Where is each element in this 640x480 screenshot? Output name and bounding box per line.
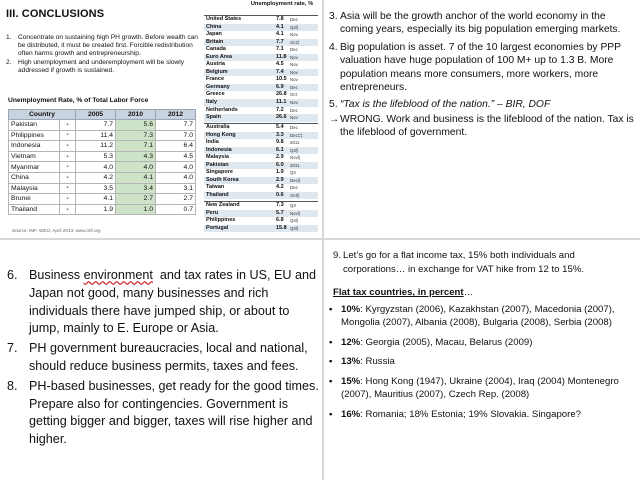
arrow-icon: → — [329, 113, 340, 125]
item-text: PH government bureaucracies, local and national, should reduce business permits, taxes and fees. — [29, 341, 308, 373]
tax-rate: 12% — [341, 336, 361, 348]
value-cell: 7.1 — [116, 141, 156, 152]
value-cell: 1.0 — [116, 204, 156, 215]
country-name: France — [206, 76, 225, 83]
point-number: 2. — [6, 59, 12, 67]
economist-row — [204, 99, 318, 107]
rate-value: 4.1 — [276, 31, 284, 38]
table-row — [9, 141, 196, 152]
country-list: : Georgia (2005), Macau, Belarus (2009) — [360, 336, 533, 348]
value-cell: 7.7 — [76, 120, 116, 131]
point-text: High unemployment and underemployment will be slowly addressed if growth is sustained. — [18, 59, 185, 75]
value-cell: 4.3 — [116, 151, 156, 162]
economist-row — [204, 154, 318, 162]
country-name: Taiwan — [206, 184, 225, 191]
table-row — [9, 183, 196, 194]
economist-row — [204, 91, 318, 99]
rate-value: 7.3 — [276, 202, 284, 208]
conclusion-points — [6, 34, 202, 76]
table-row — [9, 204, 196, 215]
value-cell: 0.7 — [156, 204, 196, 215]
economist-group — [204, 15, 318, 122]
table-row — [9, 130, 196, 141]
economist-row — [204, 107, 318, 115]
country-name: Euro Area — [206, 53, 233, 60]
rate-period: Oct — [290, 92, 297, 98]
value-cell: 4.2 — [76, 172, 116, 183]
rate-value: 0.6 — [276, 191, 284, 198]
rate-value: 11.8 — [276, 53, 287, 60]
flat-tax-title-text: Flat tax countries, in percent — [333, 287, 464, 298]
rate-value: 7.2 — [276, 106, 284, 113]
item-text — [29, 267, 319, 338]
rate-value: 2.9 — [276, 154, 284, 161]
value-cell: 3.4 — [116, 183, 156, 194]
rate-value: 9.8 — [276, 139, 284, 146]
rate-period: Dec§ — [290, 177, 301, 183]
outlook-panel — [324, 0, 640, 238]
economist-unemployment-table — [204, 1, 318, 238]
economist-row — [204, 46, 318, 54]
country-list: : Hong Kong (1947), Ukraine (2004), Iraq (2004) Montenegro (2007), Mauritius (2007), Czech Rep. (2008) — [341, 376, 619, 400]
conclusions-heading: III. CONCLUSIONS — [6, 8, 105, 20]
point-text: Concentrate on sustaining high PH growth. Before wealth can be distributed, it must be created first. Forcible redistribution often harms growth and entrepreneurship. — [18, 34, 198, 58]
source-note: Source: IMF, WEO, April 2013; www.imf.org — [12, 228, 101, 233]
rate-period: Q3 — [290, 203, 296, 208]
country-name: China — [206, 23, 222, 30]
flat-tax-text — [341, 409, 581, 422]
flat-tax-item — [329, 409, 637, 422]
table-row — [9, 162, 196, 173]
rate-value: 5.4 — [276, 124, 284, 130]
item-text-part: and tax rates in US, EU and Japan not good, many businesses and rich individuals there have jumped ship, or about to jump, mainly to E. Europe or Asia. — [29, 268, 320, 336]
flat-tax-item — [329, 304, 637, 330]
rate-period: Nov — [290, 32, 298, 38]
economist-row — [204, 84, 318, 92]
rate-value: 6.0 — [276, 161, 284, 168]
country-name: Indonesia — [206, 146, 232, 153]
value-cell: 7.3 — [116, 130, 156, 141]
table-row — [9, 194, 196, 205]
rate-value: 6.1 — [276, 146, 284, 153]
value-cell: 4.0 — [116, 162, 156, 173]
rate-value: 7.1 — [276, 46, 284, 53]
list-item — [7, 340, 319, 376]
list-item — [329, 10, 637, 37]
rate-period: Oct§ — [290, 192, 300, 198]
flat-tax-proposal — [333, 249, 633, 276]
economist-row — [204, 39, 318, 47]
item-number: 3. — [329, 11, 338, 22]
value-cell: 5.3 — [76, 151, 116, 162]
rate-value: 10.5 — [276, 76, 287, 83]
rate-period: Q4§ — [290, 218, 299, 224]
table-row — [9, 151, 196, 162]
value-cell: 2.7 — [156, 194, 196, 205]
item-text: “Tax is the lifeblood of the nation.” – BIR, DOF — [340, 99, 551, 111]
economist-row — [204, 139, 318, 147]
flat-tax-panel — [324, 240, 640, 480]
rate-period: Nov — [290, 54, 298, 60]
bullet-icon: • — [329, 304, 333, 315]
rate-period: Nov — [290, 62, 298, 68]
country-name: Australia — [206, 124, 230, 130]
flag-icon: ▪ — [60, 204, 76, 215]
rate-period: Q3§ — [290, 147, 299, 153]
bullet-icon: • — [329, 376, 333, 388]
economist-group — [204, 123, 318, 199]
rate-period: 2011 — [290, 162, 300, 168]
country-name: Portugal — [206, 224, 229, 231]
flag-icon: ▪ — [60, 194, 76, 205]
rate-period: Nov — [290, 115, 298, 121]
economist-row — [204, 147, 318, 155]
value-cell: 4.1 — [116, 172, 156, 183]
rate-period: Dec — [290, 47, 298, 53]
country-list: : Romania; 18% Estonia; 19% Slovakia. Singapore? — [360, 408, 581, 420]
rate-period: Oct‡ — [290, 39, 300, 45]
item-text: PH-based businesses, get ready for the good times. Prepare also for contingencies. Government is getting bigger and bigger, taxes will rise higher and higher. — [29, 378, 319, 447]
flat-tax-title-suffix: … — [463, 287, 474, 298]
economist-row — [204, 169, 318, 177]
country-name: India — [206, 139, 219, 146]
item-number: 7. — [7, 341, 18, 356]
value-cell: 11.4 — [76, 130, 116, 141]
value-cell: 4.1 — [76, 194, 116, 205]
flat-tax-text — [341, 356, 395, 369]
flag-icon: ▪ — [60, 172, 76, 183]
table-row — [9, 172, 196, 183]
conclusion-point — [6, 59, 202, 75]
country-name: Philippines — [206, 217, 236, 224]
economist-row — [204, 202, 318, 210]
value-cell: 11.2 — [76, 141, 116, 152]
bullet-icon: • — [329, 356, 333, 368]
rate-value: 26.8 — [276, 91, 287, 98]
economist-row — [204, 192, 318, 200]
economist-row — [204, 54, 318, 62]
tax-rate: 16% — [341, 408, 361, 420]
economist-row — [204, 61, 318, 69]
rate-value: 7.8 — [276, 16, 284, 22]
value-cell: 4.0 — [156, 162, 196, 173]
item-text-part: Business — [29, 268, 84, 282]
country-name: Britain — [206, 38, 224, 45]
flag-icon: ▪ — [60, 151, 76, 162]
country-cell: Thailand — [9, 204, 60, 215]
rate-period: Q3 — [290, 170, 296, 176]
item-text: Big population is asset. 7 of the 10 largest economies by PPP valuation have huge population of 100 M+ up to 1.3 B. More population means more consumers, more workers, more entrepreneurs. — [340, 41, 621, 94]
economist-row — [204, 177, 318, 185]
country-name: Italy — [206, 99, 218, 106]
rate-period: Dec‡‡ — [290, 132, 303, 138]
flat-tax-item — [329, 356, 637, 369]
country-cell: Brunei — [9, 194, 60, 205]
list-item — [329, 98, 637, 111]
rate-period: Nov§ — [290, 210, 301, 216]
country-name: Austria — [206, 61, 225, 68]
value-cell: 2.7 — [116, 194, 156, 205]
country-name: Belgium — [206, 68, 228, 75]
rate-period: Dec — [290, 84, 298, 90]
value-cell: 7.0 — [156, 130, 196, 141]
item-number: 6. — [7, 268, 18, 282]
unemployment-table — [8, 109, 196, 215]
conclusion-point — [6, 34, 202, 58]
business-panel — [0, 240, 322, 480]
rate-period: Nov§ — [290, 155, 301, 161]
rate-value: 26.6 — [276, 114, 287, 121]
proposal-text: Let’s go for a flat income tax, 15% both individuals and corporations… in exchange for VAT hike from 12 to 15%. — [343, 250, 585, 275]
rate-value: 6.9 — [276, 83, 284, 90]
column-header: 2010 — [116, 110, 156, 120]
country-cell: China — [9, 172, 60, 183]
rate-value: 2.9 — [276, 176, 284, 183]
country-name: Hong Kong — [206, 131, 236, 138]
economist-row — [204, 76, 318, 84]
item-number: 4. — [329, 41, 338, 53]
item-number: 8. — [7, 378, 18, 393]
country-name: United States — [206, 16, 242, 22]
bullet-icon: • — [329, 408, 333, 420]
flag-icon: ▪ — [60, 130, 76, 141]
rate-value: 15.8 — [276, 224, 287, 231]
rate-value: 4.5 — [276, 61, 284, 68]
country-name: Peru — [206, 209, 219, 216]
tax-rate: 10% — [341, 304, 361, 315]
economist-row — [204, 210, 318, 218]
rate-value: 5.7 — [276, 209, 284, 216]
value-cell: 7.7 — [156, 120, 196, 131]
conclusions-panel — [0, 0, 322, 238]
country-name: Japan — [206, 31, 222, 38]
country-name: Greece — [206, 91, 225, 98]
value-cell: 5.6 — [116, 120, 156, 131]
flat-tax-item — [329, 337, 637, 350]
rebuttal — [329, 113, 637, 140]
country-name: Singapore — [206, 169, 233, 176]
rate-period: Q3§ — [290, 24, 299, 30]
economist-group — [204, 201, 318, 232]
rate-value: 11.1 — [276, 99, 287, 106]
column-header: 2012 — [156, 110, 196, 120]
rate-value: 4.2 — [276, 184, 284, 191]
country-name: Thailand — [206, 191, 229, 198]
flat-tax-title — [333, 287, 473, 298]
item-number: 9. — [333, 250, 342, 261]
list-item — [7, 267, 319, 338]
country-name: Germany — [206, 83, 230, 90]
country-cell: Myanmar — [9, 162, 60, 173]
rate-period: Dec — [290, 107, 298, 113]
rate-value: 3.3 — [276, 131, 284, 138]
list-item — [7, 378, 319, 449]
country-cell: Philippines — [9, 130, 60, 141]
point-number: 1. — [6, 34, 12, 41]
column-header: 2005 — [76, 110, 116, 120]
flag-icon: ▪ — [60, 183, 76, 194]
rate-period: Nov — [290, 69, 298, 75]
rate-period: Dec — [290, 125, 298, 130]
rate-period: Dec — [290, 17, 298, 22]
value-cell: 3.1 — [156, 183, 196, 194]
country-cell: Vietnam — [9, 151, 60, 162]
flag-icon: ▪ — [60, 162, 76, 173]
item-text: Asia will be the growth anchor of the world economy in the coming years, especially its big population emerging markets. — [340, 11, 621, 36]
value-cell: 4.0 — [76, 162, 116, 173]
rate-value: 1.9 — [276, 169, 284, 176]
country-list: : Kyrgyzstan (2006), Kazakhstan (2007), Macedonia (2007), Mongolia (2007), Albania (2008), Bulgaria (2008), Serbia (2008) — [341, 304, 615, 328]
value-cell: 4.5 — [156, 151, 196, 162]
rate-period: Dec — [290, 185, 298, 191]
rate-value: 7.4 — [276, 68, 284, 75]
economist-row — [204, 132, 318, 140]
rate-period: Nov — [290, 77, 298, 83]
flag-icon: ▪ — [60, 120, 76, 131]
tax-rate: 13% — [341, 356, 361, 368]
economist-row — [204, 217, 318, 225]
value-cell: 6.4 — [156, 141, 196, 152]
unemployment-table-title: Unemployment Rate, % of Total Labor Force — [8, 97, 149, 104]
country-name: Malaysia — [206, 154, 229, 161]
rebuttal-text: WRONG. Work and business is the lifeblood of the nation. Tax is the lifeblood of government. — [340, 113, 634, 139]
economist-row — [204, 124, 318, 132]
country-name: New Zealand — [206, 202, 240, 208]
table-row — [9, 120, 196, 131]
table-header-row — [9, 110, 196, 120]
flat-tax-item — [329, 376, 637, 402]
value-cell: 1.9 — [76, 204, 116, 215]
rate-period: Q3§ — [290, 225, 299, 231]
country-cell: Malaysia — [9, 183, 60, 194]
rate-value: 7.7 — [276, 38, 284, 45]
economist-row — [204, 69, 318, 77]
country-list: : Russia — [360, 356, 395, 368]
country-name: South Korea — [206, 176, 239, 183]
rate-value: 6.8 — [276, 217, 284, 224]
economist-row — [204, 24, 318, 32]
economist-row — [204, 184, 318, 192]
bullet-icon: • — [329, 336, 333, 348]
economist-row — [204, 162, 318, 170]
country-name: Netherlands — [206, 106, 238, 113]
value-cell: 4.0 — [156, 172, 196, 183]
flag-icon: ▪ — [60, 141, 76, 152]
column-header: Country — [9, 110, 76, 120]
rate-value: 4.1 — [276, 23, 284, 30]
misspelled-word: environment — [83, 268, 153, 282]
rate-period: 2011 — [290, 140, 300, 146]
unemployment-table-body — [9, 120, 196, 215]
economist-row — [204, 225, 318, 233]
list-item — [329, 41, 637, 95]
country-cell: Indonesia — [9, 141, 60, 152]
value-cell: 3.5 — [76, 183, 116, 194]
tax-rate: 15% — [341, 376, 361, 388]
flat-tax-text — [341, 376, 637, 402]
country-name: Canada — [206, 46, 226, 53]
flat-tax-list — [329, 304, 637, 429]
rate-period: Nov — [290, 100, 298, 106]
country-name: Spain — [206, 114, 221, 121]
economist-row — [204, 31, 318, 39]
flat-tax-text — [341, 337, 532, 350]
item-number: 5. — [329, 99, 338, 111]
country-name: Pakistan — [206, 161, 229, 168]
flat-tax-text — [341, 304, 637, 330]
economist-row — [204, 114, 318, 122]
country-cell: Pakistan — [9, 120, 60, 131]
economist-table-header: Unemployment rate, % — [250, 1, 314, 7]
economist-row — [204, 16, 318, 24]
